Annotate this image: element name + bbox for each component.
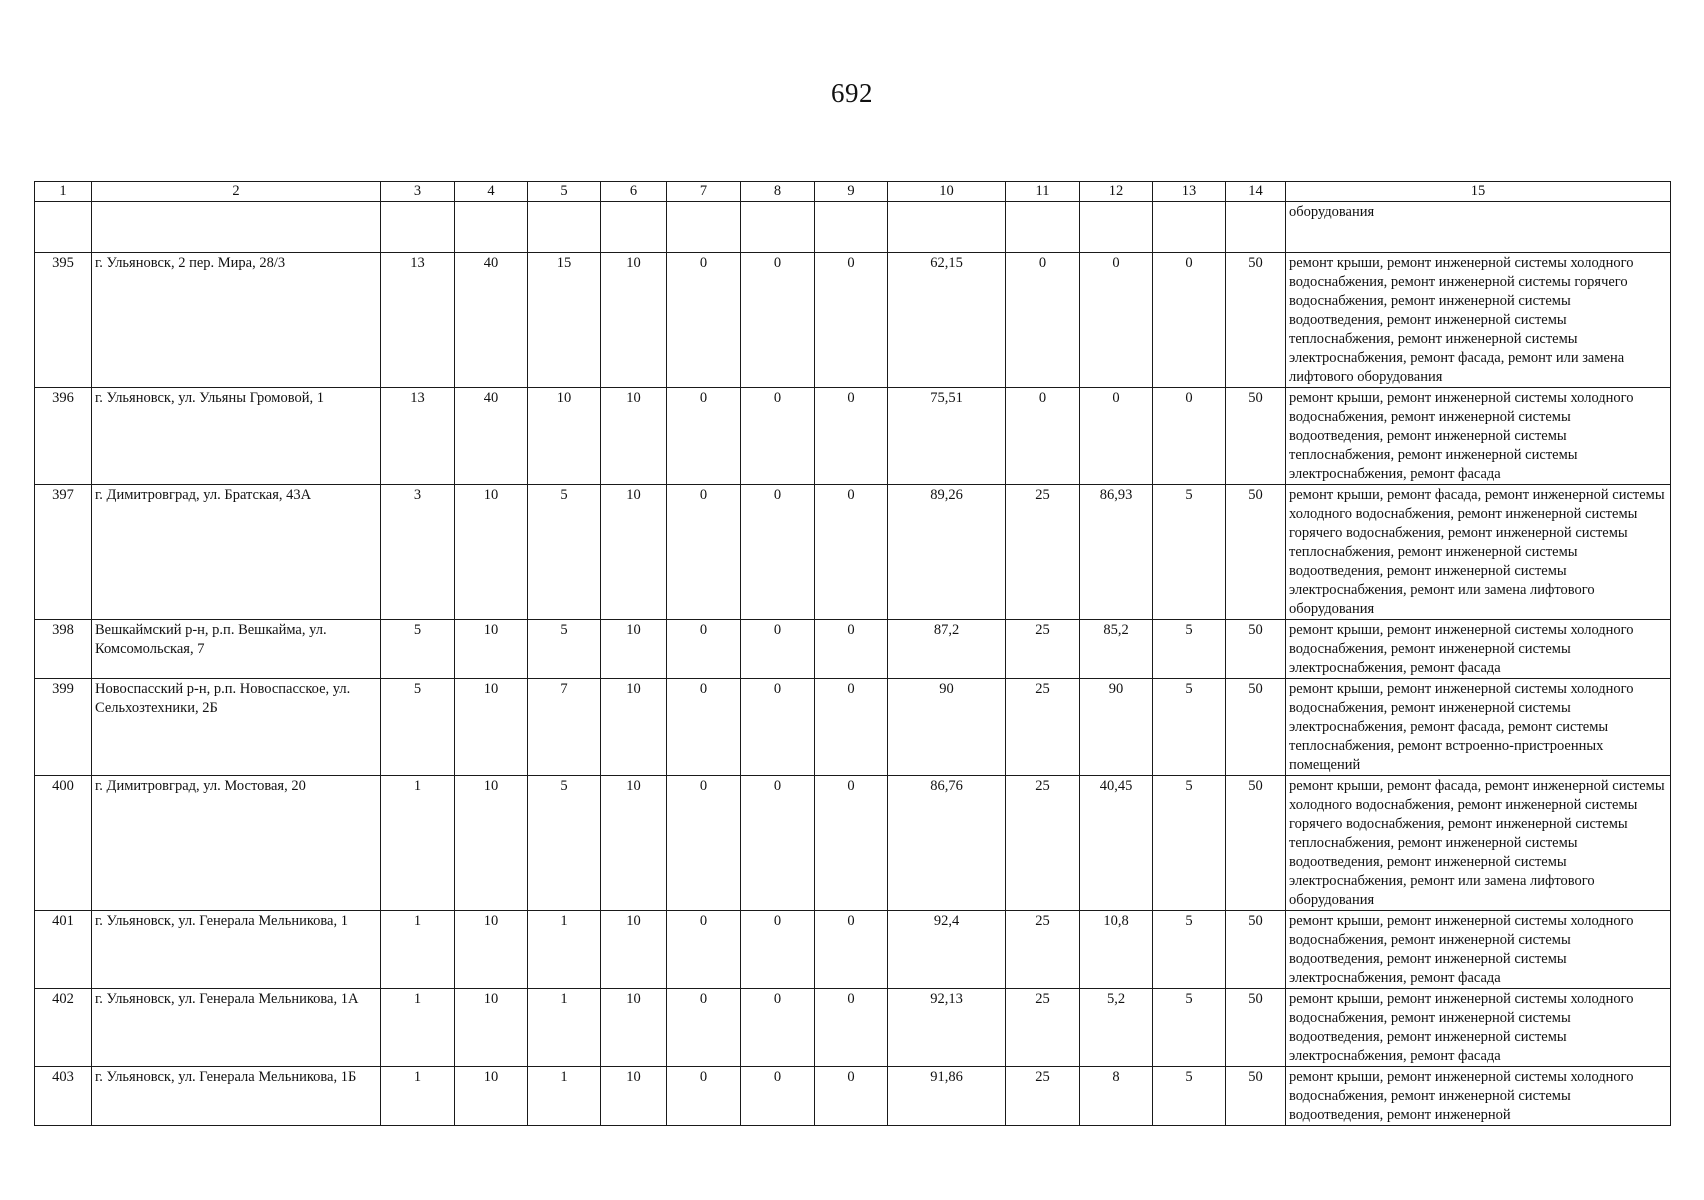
cell: 0 bbox=[815, 253, 888, 388]
cell: 3 bbox=[381, 485, 455, 620]
cell: 0 bbox=[667, 911, 741, 989]
cell: 62,15 bbox=[888, 253, 1006, 388]
cell: 10 bbox=[528, 388, 601, 485]
repair-works-cell: ремонт крыши, ремонт фасада, ремонт инженерной системы холодного водоснабжения, ремонт инженерной системы горячего водоснабжения, ремонт инженерной системы теплоснабжения, ремонт инженерной системы водоотведения, ремонт инженерной системы электроснабжения, ремонт или замена лифтового оборудования bbox=[1286, 485, 1671, 620]
column-header: 11 bbox=[1006, 182, 1080, 202]
repair-works-cell: ремонт крыши, ремонт инженерной системы холодного водоснабжения, ремонт инженерной системы горячего водоснабжения, ремонт инженерной системы водоотведения, ремонт инженерной системы теплоснабжения, ремонт инженерной системы электроснабжения, ремонт фасада, ремонт или замена лифтового оборудования bbox=[1286, 253, 1671, 388]
header-row bbox=[35, 182, 1671, 202]
cell: 15 bbox=[528, 253, 601, 388]
cell: 0 bbox=[741, 253, 815, 388]
cell: 5 bbox=[1153, 1067, 1226, 1126]
cell: 50 bbox=[1226, 253, 1286, 388]
cell: 50 bbox=[1226, 388, 1286, 485]
cell: 5 bbox=[1153, 911, 1226, 989]
cell: 5 bbox=[528, 620, 601, 679]
column-header: 1 bbox=[35, 182, 92, 202]
cell bbox=[381, 202, 455, 253]
cell: 50 bbox=[1226, 620, 1286, 679]
cell: 13 bbox=[381, 388, 455, 485]
cell bbox=[455, 202, 528, 253]
address-cell: г. Димитровград, ул. Мостовая, 20 bbox=[92, 776, 381, 911]
cell: 0 bbox=[1080, 253, 1153, 388]
cell: 1 bbox=[381, 776, 455, 911]
cell: 0 bbox=[815, 485, 888, 620]
table-row bbox=[35, 776, 1671, 911]
cell: 0 bbox=[1153, 388, 1226, 485]
cell bbox=[528, 202, 601, 253]
column-header: 7 bbox=[667, 182, 741, 202]
table-header bbox=[35, 182, 1671, 202]
repair-works-cell: ремонт крыши, ремонт инженерной системы холодного водоснабжения, ремонт инженерной системы водоотведения, ремонт инженерной системы электроснабжения, ремонт фасада bbox=[1286, 989, 1671, 1067]
column-header: 8 bbox=[741, 182, 815, 202]
cell: 10 bbox=[601, 989, 667, 1067]
address-cell: Новоспасский р-н, р.п. Новоспасское, ул. Сельхозтехники, 2Б bbox=[92, 679, 381, 776]
cell: 50 bbox=[1226, 989, 1286, 1067]
cell: 0 bbox=[815, 911, 888, 989]
table-row bbox=[35, 989, 1671, 1067]
cell: 90 bbox=[1080, 679, 1153, 776]
cell: 0 bbox=[667, 253, 741, 388]
cell bbox=[1226, 202, 1286, 253]
cell: 87,2 bbox=[888, 620, 1006, 679]
table-row bbox=[35, 620, 1671, 679]
cell: 0 bbox=[667, 679, 741, 776]
table-row bbox=[35, 485, 1671, 620]
address-cell: г. Ульяновск, ул. Генерала Мельникова, 1Б bbox=[92, 1067, 381, 1126]
cell: 5 bbox=[528, 485, 601, 620]
cell: 0 bbox=[741, 485, 815, 620]
cell: 25 bbox=[1006, 485, 1080, 620]
cell: 1 bbox=[528, 989, 601, 1067]
cell: 5 bbox=[1153, 776, 1226, 911]
cell: 10 bbox=[455, 620, 528, 679]
table-row bbox=[35, 911, 1671, 989]
register-table bbox=[34, 181, 1671, 1126]
cell: 0 bbox=[815, 1067, 888, 1126]
row-number-cell: 403 bbox=[35, 1067, 92, 1126]
cell bbox=[667, 202, 741, 253]
address-cell: г. Ульяновск, ул. Ульяны Громовой, 1 bbox=[92, 388, 381, 485]
cell bbox=[92, 202, 381, 253]
cell: 86,93 bbox=[1080, 485, 1153, 620]
row-number-cell: 402 bbox=[35, 989, 92, 1067]
table-row bbox=[35, 388, 1671, 485]
column-header: 4 bbox=[455, 182, 528, 202]
cell: 0 bbox=[741, 679, 815, 776]
cell bbox=[888, 202, 1006, 253]
row-number-cell: 400 bbox=[35, 776, 92, 911]
table-row bbox=[35, 1067, 1671, 1126]
cell: 25 bbox=[1006, 776, 1080, 911]
cell: 0 bbox=[815, 679, 888, 776]
cell: 0 bbox=[741, 776, 815, 911]
cell: 5 bbox=[1153, 485, 1226, 620]
table-body bbox=[35, 202, 1671, 1126]
row-number-cell: 396 bbox=[35, 388, 92, 485]
column-header: 3 bbox=[381, 182, 455, 202]
cell: 0 bbox=[667, 620, 741, 679]
cell: 13 bbox=[381, 253, 455, 388]
cell: 10 bbox=[601, 388, 667, 485]
repair-works-cell: ремонт крыши, ремонт инженерной системы холодного водоснабжения, ремонт инженерной системы водоотведения, ремонт инженерной системы электроснабжения, ремонт фасада bbox=[1286, 911, 1671, 989]
cell: 10 bbox=[455, 1067, 528, 1126]
cell: 75,51 bbox=[888, 388, 1006, 485]
cell: 0 bbox=[667, 989, 741, 1067]
address-cell: г. Ульяновск, ул. Генерала Мельникова, 1А bbox=[92, 989, 381, 1067]
row-number-cell: 398 bbox=[35, 620, 92, 679]
cell: 0 bbox=[667, 388, 741, 485]
column-header: 14 bbox=[1226, 182, 1286, 202]
row-number-cell: 395 bbox=[35, 253, 92, 388]
column-header: 6 bbox=[601, 182, 667, 202]
cell: 0 bbox=[1006, 388, 1080, 485]
row-number-cell: 399 bbox=[35, 679, 92, 776]
cell: 25 bbox=[1006, 620, 1080, 679]
address-cell: г. Ульяновск, 2 пер. Мира, 28/3 bbox=[92, 253, 381, 388]
cell: 10 bbox=[455, 485, 528, 620]
row-number-cell: 397 bbox=[35, 485, 92, 620]
cell: 10,8 bbox=[1080, 911, 1153, 989]
cell: 1 bbox=[528, 911, 601, 989]
address-cell: г. Димитровград, ул. Братская, 43А bbox=[92, 485, 381, 620]
cell: 92,4 bbox=[888, 911, 1006, 989]
column-header: 9 bbox=[815, 182, 888, 202]
cell: 25 bbox=[1006, 1067, 1080, 1126]
cell: 5 bbox=[1153, 679, 1226, 776]
cell: 0 bbox=[667, 1067, 741, 1126]
cell bbox=[741, 202, 815, 253]
cell: 25 bbox=[1006, 989, 1080, 1067]
cell: 10 bbox=[601, 911, 667, 989]
cell: 0 bbox=[741, 620, 815, 679]
cell bbox=[815, 202, 888, 253]
repair-works-cell: ремонт крыши, ремонт инженерной системы холодного водоснабжения, ремонт инженерной системы электроснабжения, ремонт фасада bbox=[1286, 620, 1671, 679]
cell: 0 bbox=[1080, 388, 1153, 485]
cell: 5 bbox=[381, 679, 455, 776]
address-cell: Вешкаймский р-н, р.п. Вешкайма, ул. Комсомольская, 7 bbox=[92, 620, 381, 679]
cell: 40 bbox=[455, 253, 528, 388]
cell: 10 bbox=[455, 911, 528, 989]
cell bbox=[1153, 202, 1226, 253]
cell: 40 bbox=[455, 388, 528, 485]
table-row bbox=[35, 679, 1671, 776]
cell: 0 bbox=[815, 989, 888, 1067]
continuation-row bbox=[35, 202, 1671, 253]
repair-works-cell: ремонт крыши, ремонт инженерной системы холодного водоснабжения, ремонт инженерной системы электроснабжения, ремонт фасада, ремонт системы теплоснабжения, ремонт встроенно-пристроенных помещений bbox=[1286, 679, 1671, 776]
cell: 50 bbox=[1226, 776, 1286, 911]
cell bbox=[1080, 202, 1153, 253]
cell: 10 bbox=[455, 679, 528, 776]
cell bbox=[35, 202, 92, 253]
cell: 0 bbox=[815, 388, 888, 485]
cell: 1 bbox=[381, 989, 455, 1067]
cell: 5 bbox=[381, 620, 455, 679]
cell: 10 bbox=[601, 1067, 667, 1126]
cell: 0 bbox=[741, 388, 815, 485]
cell: 5 bbox=[1153, 989, 1226, 1067]
cell bbox=[1006, 202, 1080, 253]
cell: 25 bbox=[1006, 911, 1080, 989]
cell: 5 bbox=[528, 776, 601, 911]
repair-works-cell: ремонт крыши, ремонт инженерной системы холодного водоснабжения, ремонт инженерной системы водоотведения, ремонт инженерной bbox=[1286, 1067, 1671, 1126]
repair-works-cell: оборудования bbox=[1286, 202, 1671, 253]
cell: 50 bbox=[1226, 911, 1286, 989]
cell: 91,86 bbox=[888, 1067, 1006, 1126]
cell: 0 bbox=[815, 620, 888, 679]
cell: 0 bbox=[741, 989, 815, 1067]
cell: 10 bbox=[601, 485, 667, 620]
cell: 5 bbox=[1153, 620, 1226, 679]
repair-works-cell: ремонт крыши, ремонт инженерной системы холодного водоснабжения, ремонт инженерной системы водоотведения, ремонт инженерной системы теплоснабжения, ремонт инженерной системы электроснабжения, ремонт фасада bbox=[1286, 388, 1671, 485]
column-header: 15 bbox=[1286, 182, 1671, 202]
cell: 0 bbox=[667, 485, 741, 620]
cell: 10 bbox=[601, 679, 667, 776]
cell: 1 bbox=[528, 1067, 601, 1126]
cell: 8 bbox=[1080, 1067, 1153, 1126]
column-header: 10 bbox=[888, 182, 1006, 202]
cell: 0 bbox=[667, 776, 741, 911]
cell: 0 bbox=[1153, 253, 1226, 388]
column-header: 12 bbox=[1080, 182, 1153, 202]
cell: 40,45 bbox=[1080, 776, 1153, 911]
cell: 25 bbox=[1006, 679, 1080, 776]
cell: 10 bbox=[455, 776, 528, 911]
cell: 50 bbox=[1226, 1067, 1286, 1126]
cell: 0 bbox=[1006, 253, 1080, 388]
address-cell: г. Ульяновск, ул. Генерала Мельникова, 1 bbox=[92, 911, 381, 989]
repair-works-cell: ремонт крыши, ремонт фасада, ремонт инженерной системы холодного водоснабжения, ремонт инженерной системы горячего водоснабжения, ремонт инженерной системы теплоснабжения, ремонт инженерной системы водоотведения, ремонт инженерной системы электроснабжения, ремонт или замена лифтового оборудования bbox=[1286, 776, 1671, 911]
cell bbox=[601, 202, 667, 253]
column-header: 2 bbox=[92, 182, 381, 202]
cell: 1 bbox=[381, 1067, 455, 1126]
cell: 1 bbox=[381, 911, 455, 989]
row-number-cell: 401 bbox=[35, 911, 92, 989]
cell: 50 bbox=[1226, 485, 1286, 620]
cell: 10 bbox=[601, 253, 667, 388]
cell: 86,76 bbox=[888, 776, 1006, 911]
cell: 10 bbox=[601, 776, 667, 911]
table-row bbox=[35, 253, 1671, 388]
cell: 0 bbox=[815, 776, 888, 911]
cell: 7 bbox=[528, 679, 601, 776]
column-header: 5 bbox=[528, 182, 601, 202]
cell: 90 bbox=[888, 679, 1006, 776]
cell: 50 bbox=[1226, 679, 1286, 776]
cell: 5,2 bbox=[1080, 989, 1153, 1067]
cell: 0 bbox=[741, 1067, 815, 1126]
cell: 10 bbox=[601, 620, 667, 679]
cell: 92,13 bbox=[888, 989, 1006, 1067]
page-number: 692 bbox=[831, 78, 873, 108]
column-header: 13 bbox=[1153, 182, 1226, 202]
cell: 85,2 bbox=[1080, 620, 1153, 679]
cell: 10 bbox=[455, 989, 528, 1067]
cell: 89,26 bbox=[888, 485, 1006, 620]
cell: 0 bbox=[741, 911, 815, 989]
